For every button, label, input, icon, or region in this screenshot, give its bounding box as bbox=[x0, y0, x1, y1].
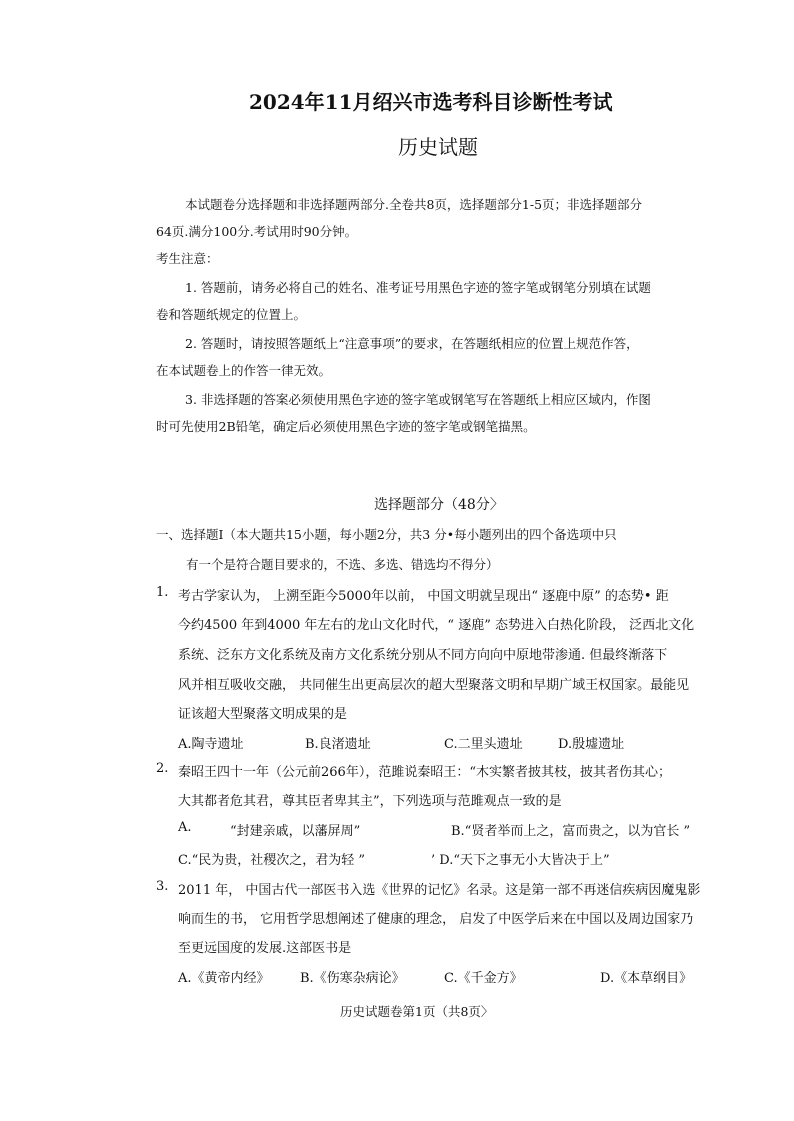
question-3-number: 3. bbox=[156, 879, 169, 894]
notice-label: 考生注意： bbox=[156, 251, 219, 266]
intro-line-2: 64页.满分100分.考试用时90分钟。 bbox=[156, 224, 358, 239]
notice-item-3-line-1: 3. 非选择题的答案必须使用黑色字迹的签字笔或钢笔写在答题纸上相应区域内，作图 bbox=[185, 392, 651, 407]
notice-item-1-line-2: 卷和答题纸规定的位置上。 bbox=[156, 307, 307, 322]
question-1-line-2: 今约4500 年到4000 年左右的龙山文化时代，“ 逐鹿” 态势进入白热化阶段， 泛西北文化 bbox=[178, 618, 695, 633]
question-2-number: 2. bbox=[156, 761, 169, 776]
notice-item-1-line-1: 1. 答题前，请务必将自己的姓名、准考证号用黑色字迹的签字笔或钢笔分别填在试题 bbox=[185, 280, 651, 295]
question-1-line-5: 证该超大型聚落文明成果的是 bbox=[178, 707, 348, 722]
notice-item-3-line-2: 时可先使用2B铅笔，确定后必须使用黑色字迹的签字笔或钢笔描黑。 bbox=[156, 419, 536, 434]
question-2-option-b: B.“贤者举而上之，富而贵之，以为官长 ” bbox=[451, 824, 691, 839]
question-2-option-a-label: A. bbox=[178, 820, 192, 835]
intro-line-1: 本试题卷分选择题和非选择题两部分.全卷共8页，选择题部分1-5页；非选择题部分 bbox=[185, 197, 643, 212]
question-1-option-a: A.陶寺遗址 bbox=[178, 737, 244, 752]
question-1-line-3: 系统、泛东方文化系统及南方文化系统分别从不同方向向中原地带渗通. 但最终渐落下 bbox=[178, 648, 668, 663]
question-3-option-d: D.《本草纲目》 bbox=[600, 971, 693, 986]
exam-title: 2024年11月绍兴市选考科目诊断性考试 bbox=[249, 90, 613, 114]
question-3-line-2: 响而生的书， 它用哲学思想阐述了健康的理念， 启发了中医学后来在中国以及周边国家乃 bbox=[178, 912, 694, 927]
question-3-line-1: 2011 年， 中国古代一部医书入选《世界的记忆》名录。这是第一部不再迷信疾病因魔鬼影 bbox=[178, 883, 701, 898]
question-2-line-1: 秦昭王四十一年（公元前266年），范雎说秦昭王：“木实繁者披其枝，披其者伤其心； bbox=[178, 765, 671, 780]
notice-item-2-line-2: 在本试题卷上的作答一律无效。 bbox=[156, 363, 332, 378]
question-1-option-c: C.二里头遗址 bbox=[444, 737, 523, 752]
question-2-option-a: “封建亲戚，以藩屏周” bbox=[230, 824, 361, 839]
question-3-option-b: B.《伤寒杂病论》 bbox=[300, 971, 405, 986]
question-3-option-c: C.《千金方》 bbox=[444, 971, 523, 986]
question-2-option-c: C.“民为贵，社稷次之，君为轻 ” bbox=[178, 853, 366, 868]
question-1-number: 1. bbox=[156, 585, 169, 600]
question-2-option-d: ’ D.“天下之事无小大皆决于上” bbox=[431, 853, 610, 868]
question-2-line-2: 大其都者危其君，尊其臣者卑其主”，下列选项与范雎观点一致的是 bbox=[178, 794, 562, 809]
question-3-option-a: A.《黄帝内经》 bbox=[178, 971, 270, 986]
question-1-line-1: 考古学家认为， 上溯至距今5000年以前， 中国文明就呈现出“ 逐鹿中原” 的态势• 距 bbox=[178, 589, 669, 604]
notice-item-2-line-1: 2. 答题时，请按照答题纸上“注意事项”的要求，在答题纸相应的位置上规范作答， bbox=[185, 336, 639, 351]
question-3-line-3: 至更远国度的发展.这部医书是 bbox=[178, 941, 352, 956]
question-1-option-b: B.良渚遗址 bbox=[305, 737, 371, 752]
question-1-option-d: D.殷墟遗址 bbox=[558, 737, 625, 752]
exam-subtitle: 历史试题 bbox=[398, 135, 478, 159]
section-heading-line-1: 一、选择题Ⅰ（本大题共15小题，每小题2分，共3 分•每小题列出的四个备选项中只 bbox=[156, 527, 617, 542]
section-heading-line-2: 有一个是符合题目要求的，不选、多选、错选均不得分） bbox=[186, 557, 499, 572]
question-1-line-4: 风并相互吸收交融， 共同催生出更高层次的超大型聚落文明和早期广域王权国家。最能见 bbox=[178, 678, 690, 693]
page-footer: 历史试题卷第1页（共8页〉 bbox=[340, 1004, 494, 1019]
section-title: 选择题部分（48分〉 bbox=[374, 497, 504, 513]
